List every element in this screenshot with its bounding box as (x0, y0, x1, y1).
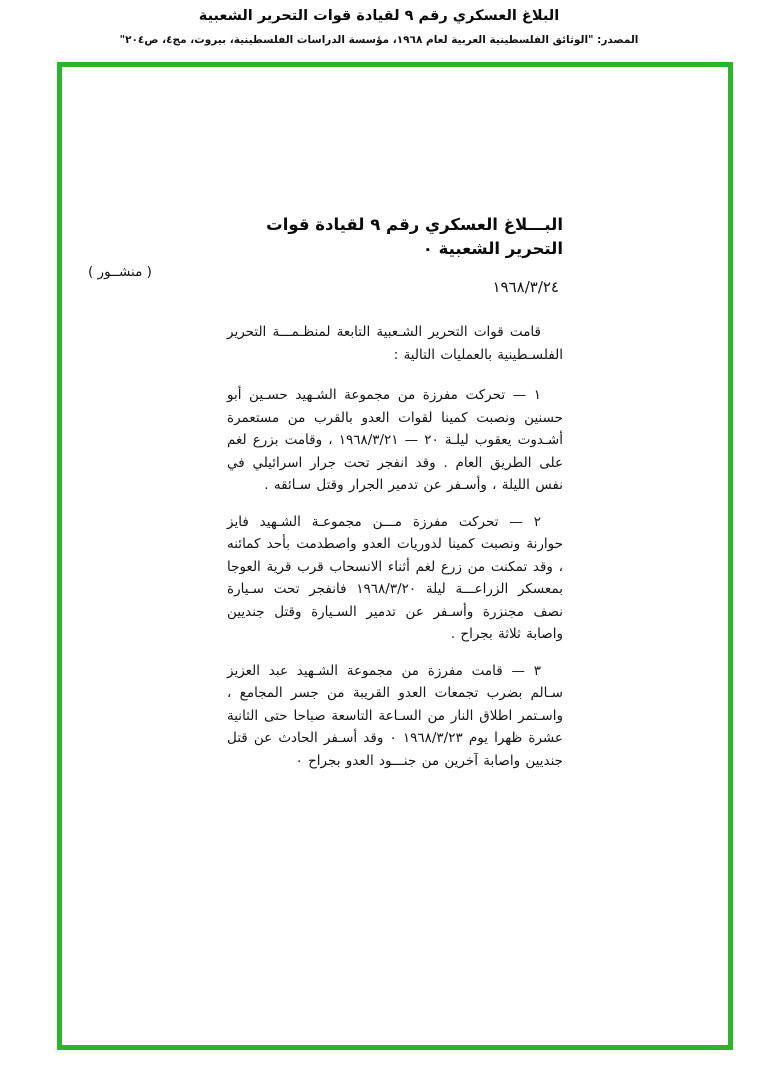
header-title: البلاغ العسكري رقم ٩ لقيادة قوات التحرير الشعبية (198, 8, 560, 24)
document-title: البـــلاغ العسكري رقم ٩ لقيادة قوات التحرير الشعبية ٠ (266, 215, 563, 258)
document-paragraph-3: ٣ — قامت مفرزة من مجموعة الشـهيد عبد العزيز سـالم بضرب تجمعات العدو القريبة من جسر المجامع ، واسـتمر اطلاق النار من السـاعة التاسعة صباحا حتى الثانية عشرة ظهرا يوم ١٩٦٨/٣/٢٣ ٠ وقد أسـفر الحادث عن قتل جنديين واصابة آخرين من جنـــود العدو بجراح ٠ (227, 662, 563, 769)
published-note: ( منشــور ) (88, 264, 152, 280)
document-paragraph-2: ٢ — تحركت مفرزة مـــن مجموعـة الشـهيد فايز حوارنة ونصبت كمينا لدوريات العدو واصطدمت بأحد كمائنه ، وقد تمكنت من زرع لغم أثناء الانسحاب قرب قرية العوجا بمعسكر الزراعـــة ليلة ١٩٦٨/٣/٢٠ فانفجر تحت سـيارة نصف مجنزرة وأسـفر عن تدمير السـيارة وقتل جنديين واصابة ثلاثة بجراح . (227, 513, 564, 642)
document-intro-paragraph: قامت قوات التحرير الشـعبية التابعة لمنظـمـــة التحرير الفلسـطينية بالعمليات التالية : (227, 324, 563, 363)
header-source-citation: المصدر: "الوثائق الفلسطينية العربية لعام ١٩٦٨، مؤسسة الدراسات الفلسطينية، بيروت، مج٤، ص٢٠٤" (119, 34, 639, 46)
document-paragraph-1: ١ — تحركت مفرزة من مجموعة الشـهيد حسـين أبو حسنين ونصبت كمينا لقوات العدو بالقرب من مستعمرة أشـدوت يعقوب ليلـة ٢٠ — ١٩٦٨/٣/٢١ ، وقامت بزرع لغم على الطريق العام . وقد انفجر تحت جرار اسرائيلي في نفس الليلة ، وأسـفر عن تدمير الجرار وقتل سـائقه . (227, 387, 563, 493)
page-header (0, 6, 758, 47)
document-frame (57, 62, 733, 1050)
document-body (227, 213, 563, 786)
document-date: ١٩٦٨/٣/٢٤ (492, 278, 559, 296)
